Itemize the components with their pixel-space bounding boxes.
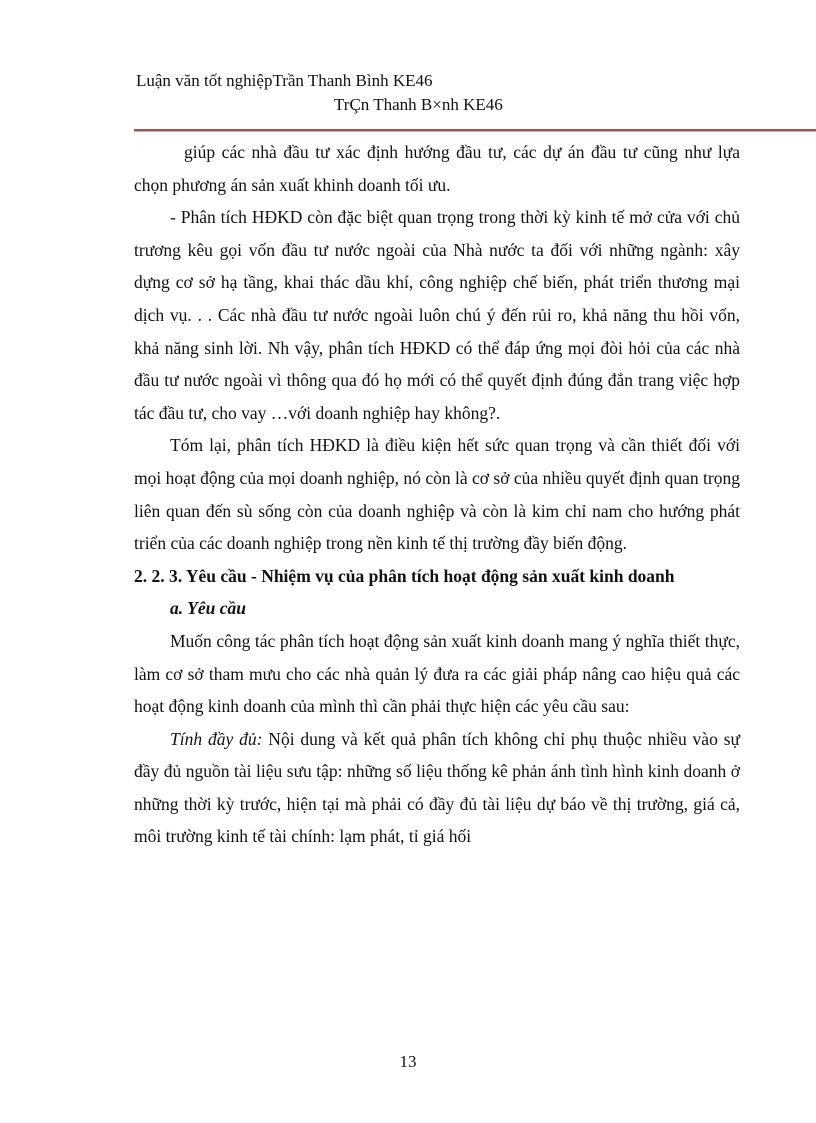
header-title-garbled: TrÇn Thanh B×nh KE46 (334, 95, 503, 114)
page-number: 13 (399, 1052, 417, 1071)
completeness-text: Nội dung và kết quả phân tích không chỉ phụ thuộc nhiều vào sự đầy đủ nguồn tài liệu sưu tập: những số liệu thống kê phản ánh tình hình kinh doanh ở những thời kỳ trước, hiện tại mà phải có đầy đủ tài liệu dự báo về thị trường, giá cả, môi trường kinh tế tài chính: lạm phát, tỉ giá hối (134, 728, 740, 847)
paragraph-summary: Tóm lại, phân tích HĐKD là điều kiện hết sức quan trọng và cần thiết đối với mọi hoạt động của mọi doanh nghiệp, nó còn là cơ sở của nhiều quyết định quan trọng liên quan đến sù sống còn của doanh nghiệp và còn là kim chỉ nam cho hướng phát triển của các doanh nghiệp trong nền kinh tế thị trường đầy biến động. (134, 435, 740, 554)
body-text (134, 136, 740, 853)
paragraph-completeness (134, 723, 740, 853)
completeness-label: Tính đầy đủ: (170, 728, 263, 749)
paragraph-investment: giúp các nhà đầu tư xác định hướng đầu tư, các dự án đầu tư cũng như lựa chọn phương án sản xuất khinh doanh tối ưu. (134, 142, 740, 195)
header-title: Luận văn tốt nghiệpTrần Thanh Bình KE46 (136, 71, 433, 90)
section-heading: 2. 2. 3. Yêu cầu - Nhiệm vụ của phân tích hoạt động sản xuất kinh doanh (134, 565, 675, 586)
paragraph-requirements: Muốn công tác phân tích hoạt động sản xuất kinh doanh mang ý nghĩa thiết thực, làm cơ sở tham mưu cho các nhà quản lý đưa ra các giải pháp nâng cao hiệu quả các hoạt động kinh doanh của mình thì cần phải thực hiện các yêu cầu sau: (134, 630, 740, 717)
subsection-heading: a. Yêu cầu (170, 598, 246, 619)
header-rule (134, 129, 816, 132)
paragraph-foreign-investment: - Phân tích HĐKD còn đặc biệt quan trọng trong thời kỳ kinh tế mở cửa với chủ trương kêu gọi vốn đầu tư nước ngoài của Nhà nước ta đối với những ngành: xây dựng cơ sở hạ tầng, khai thác dầu khí, công nghiệp chế biến, phát triển thương mại dịch vụ. . . Các nhà đầu tư nước ngoài luôn chú ý đến rủi ro, khả năng thu hồi vốn, khả năng sinh lời. Nh vậy, phân tích HĐKD có thể đáp ứng mọi đòi hỏi của các nhà đầu tư nước ngoài vì thông qua đó họ mới có thể quyết định đúng đắn trang việc hợp tác đầu tư, cho vay …với doanh nghiệp hay không?. (134, 207, 740, 423)
